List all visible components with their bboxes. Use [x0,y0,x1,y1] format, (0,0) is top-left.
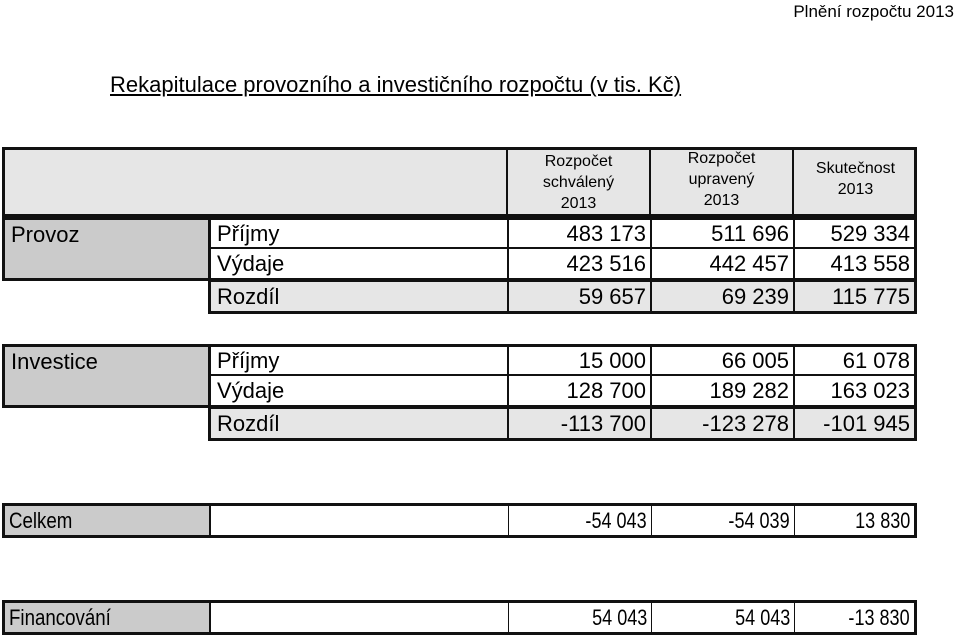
table-row [211,347,914,376]
value-cell: 423 516 [507,249,650,278]
page-title: Rekapitulace provozního a investičního rozpočtu (v tis. Kč) [110,72,682,97]
header-line: Rozpočet [687,149,756,167]
value-cell: 61 078 [793,347,914,375]
header-line: upravený [688,170,755,188]
header-line: 2013 [560,194,597,212]
header-line: 2013 [703,191,740,209]
row-label: Výdaje [217,250,285,276]
value-cell: 15 000 [507,347,650,375]
row-label-cell [5,603,211,632]
col-header-actual [792,150,917,214]
section-label-provoz: Provoz [2,217,211,281]
row-label: Příjmy [217,221,280,246]
table-row [211,249,914,278]
value-cell: -123 278 [650,409,793,438]
investice-rows [208,344,917,408]
value-cell: 413 558 [793,249,914,278]
value-cell: 69 239 [650,282,793,311]
value-cell [794,506,914,535]
value-cell: 529 334 [793,220,914,248]
header-line: Skutečnost [815,160,896,177]
row-label: Příjmy [217,348,280,373]
value-cell: 128 700 [507,376,650,405]
value-cell [794,603,914,632]
table-row-total [208,279,917,314]
value-cell: 66 005 [650,347,793,375]
value-text: 13 830 [854,507,910,533]
value-text: -54 039 [728,507,790,533]
total-row-celkem [2,503,917,538]
section-label-investice: Investice [2,344,211,408]
page-header: Plnění rozpočtu 2013 [793,2,954,21]
value-cell [651,506,794,535]
value-cell [508,603,651,632]
total-row-financovani [2,600,917,635]
row-label: Rozdíl [217,410,280,436]
column-header-row [2,147,917,217]
value-cell: -101 945 [793,409,914,438]
row-label: Rozdíl [217,283,280,309]
row-label-cell [5,506,211,535]
value-cell: 115 775 [793,282,914,311]
value-cell: 163 023 [793,376,914,405]
provoz-rows [208,217,917,281]
table-row [211,376,914,405]
table-row [211,220,914,249]
value-cell: 483 173 [507,220,650,248]
value-cell [508,506,651,535]
table-row-total [208,406,917,441]
value-text: -13 830 [848,604,910,630]
value-cell: 59 657 [507,282,650,311]
col-header-adjusted [649,150,792,214]
row-label: Celkem [9,507,73,533]
value-cell: 189 282 [650,376,793,405]
value-cell: -113 700 [507,409,650,438]
value-cell: 442 457 [650,249,793,278]
value-cell: 511 696 [650,220,793,248]
row-label: Výdaje [217,377,285,403]
header-line: 2013 [837,181,874,198]
value-text: 54 043 [591,604,647,630]
value-text: -54 043 [585,507,647,533]
value-text: 54 043 [734,604,790,630]
col-header-approved [506,150,649,214]
value-cell [651,603,794,632]
header-line: Rozpočet [544,152,613,170]
header-line: schválený [542,173,615,191]
row-label: Financování [9,604,111,630]
